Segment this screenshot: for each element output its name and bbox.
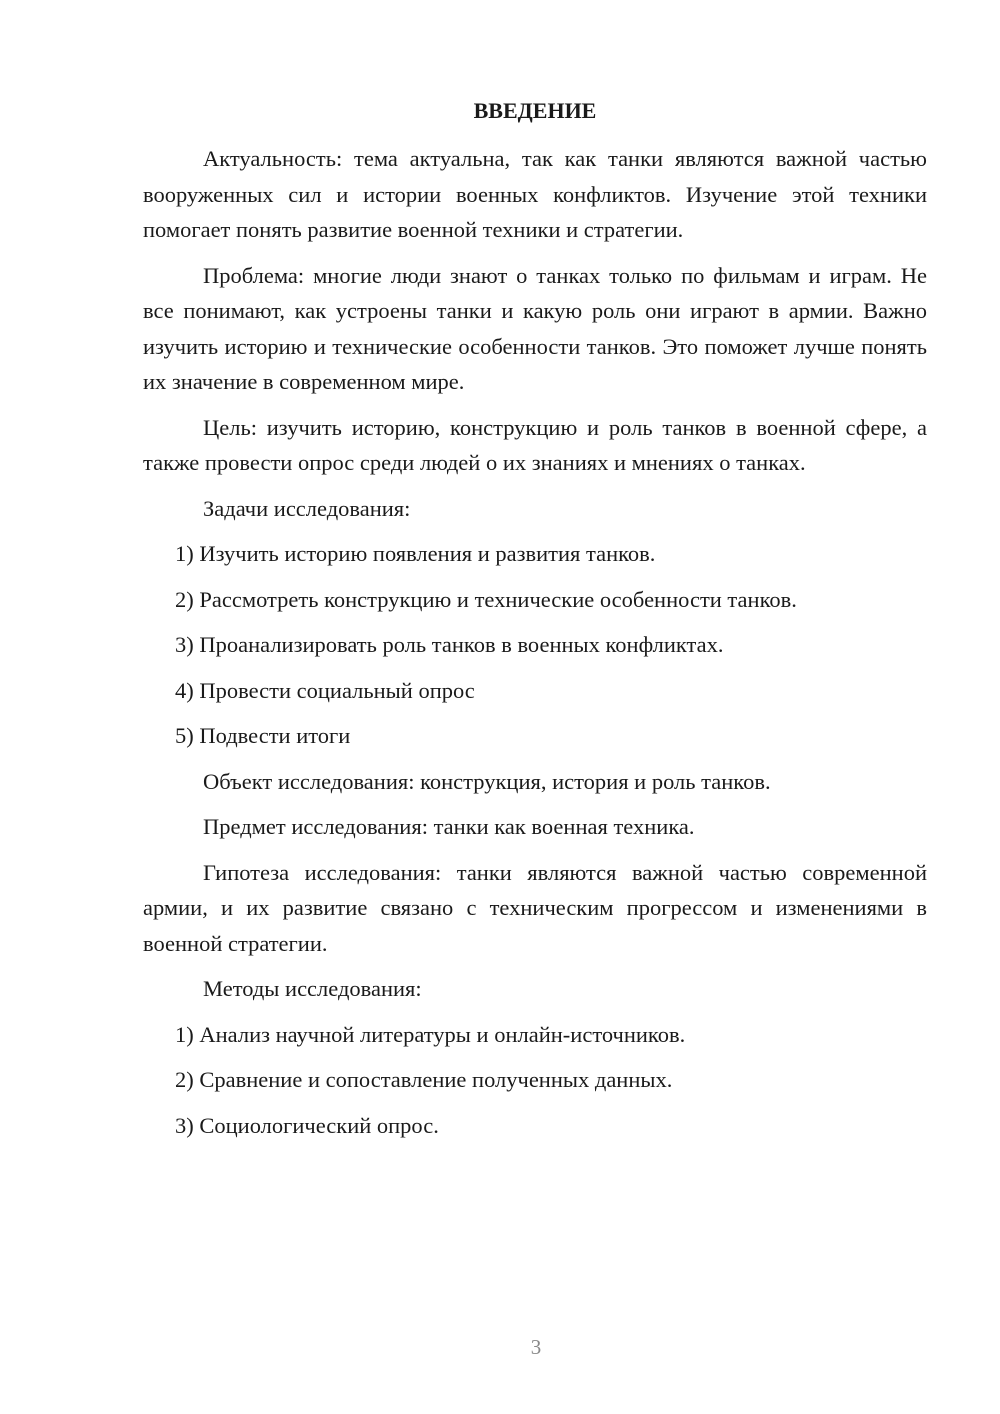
task-item: 2) Рассмотреть конструкцию и технические особенности танков.	[175, 586, 797, 612]
page-number: 3	[530, 1335, 542, 1359]
task-item: 4) Провести социальный опрос	[175, 677, 475, 703]
task-item: 5) Подвести итоги	[175, 723, 351, 748]
method-item: 3) Социологический опрос.	[175, 1112, 439, 1138]
tasks-title: Задачи исследования:	[203, 495, 411, 521]
object-paragraph: Объект исследования: конструкция, история и роль танков.	[203, 768, 771, 794]
relevance-paragraph: Актуальность: тема актуальна, так как танки являются важной частью вооруженных сил и истории военных конфликтов. Изучение этой техники помогает понять развитие военной техники и стратегии.	[143, 146, 927, 242]
subject-paragraph: Предмет исследования: танки как военная техника.	[203, 814, 695, 839]
methods-title: Методы исследования:	[203, 976, 422, 1001]
task-item: 3) Проанализировать роль танков в военных конфликтах.	[175, 632, 724, 657]
hypothesis-paragraph: Гипотеза исследования: танки являются важной частью современной армии, и их развитие связано с техническим прогрессом и изменениями в военной стратегии.	[143, 859, 927, 956]
task-item: 1) Изучить историю появления и развития танков.	[175, 541, 656, 566]
goal-paragraph: Цель: изучить историю, конструкцию и роль танков в военной сфере, а также провести опрос среди людей о их знаниях и мнениях о танках.	[143, 414, 927, 475]
problem-paragraph: Проблема: многие люди знают о танках только по фильмам и играм. Не все понимают, как устроены танки и какую роль они играют в армии. Важно изучить историю и технические особенности танков. Это поможет лучше понять их значение в современном мире.	[143, 262, 927, 394]
method-item: 1) Анализ научной литературы и онлайн-источников.	[175, 1021, 686, 1047]
section-heading: ВВЕДЕНИЕ	[473, 98, 597, 123]
method-item: 2) Сравнение и сопоставление полученных данных.	[175, 1067, 673, 1092]
page-content	[143, 93, 927, 1153]
